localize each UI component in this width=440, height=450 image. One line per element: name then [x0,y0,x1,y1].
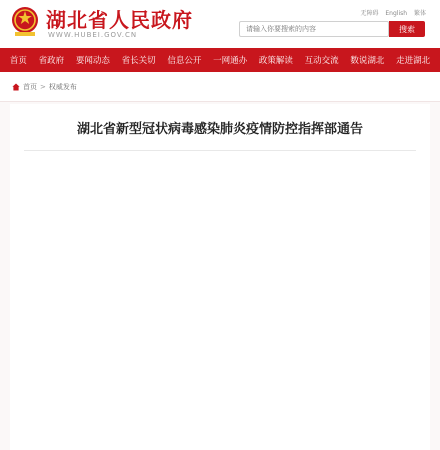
traditional-chinese-link[interactable]: 繁体 [413,10,426,17]
nav-item-news[interactable]: 要闻动态 [75,56,110,66]
home-icon [12,83,20,91]
article-title: 湖北省新型冠状病毒感染肺炎疫情防控指挥部通告 [76,122,363,137]
breadcrumb [0,72,440,102]
nav-item-disclosure[interactable]: 信息公开 [167,56,202,66]
top-links [355,8,426,17]
site-title[interactable]: 湖北省人民政府 [46,8,193,32]
site-domain: WWW.HUBEI.GOV.CN [48,31,138,39]
breadcrumb-home[interactable]: 首页 [23,82,37,91]
main-nav [0,48,440,72]
nav-item-about[interactable]: 走进湖北 [396,56,431,66]
nav-item-governor[interactable]: 省长关切 [121,56,156,66]
search-input[interactable] [239,21,389,37]
nav-item-policy[interactable]: 政策解读 [258,56,293,66]
title-divider [24,150,416,151]
accessibility-link[interactable]: 无障碍 [360,10,379,17]
english-link[interactable]: English [385,10,408,17]
breadcrumb-separator: > [40,82,46,91]
nav-item-government[interactable]: 省政府 [38,56,65,66]
article [10,104,430,450]
national-emblem-icon [10,5,40,39]
nav-item-data[interactable]: 数说湖北 [350,56,385,66]
site-header [0,0,440,48]
search-button[interactable]: 搜索 [389,21,425,37]
nav-item-interaction[interactable]: 互动交流 [304,56,339,66]
nav-item-services[interactable]: 一网通办 [213,56,248,66]
nav-item-home[interactable]: 首页 [9,56,27,66]
breadcrumb-current[interactable]: 权威发布 [48,82,77,91]
